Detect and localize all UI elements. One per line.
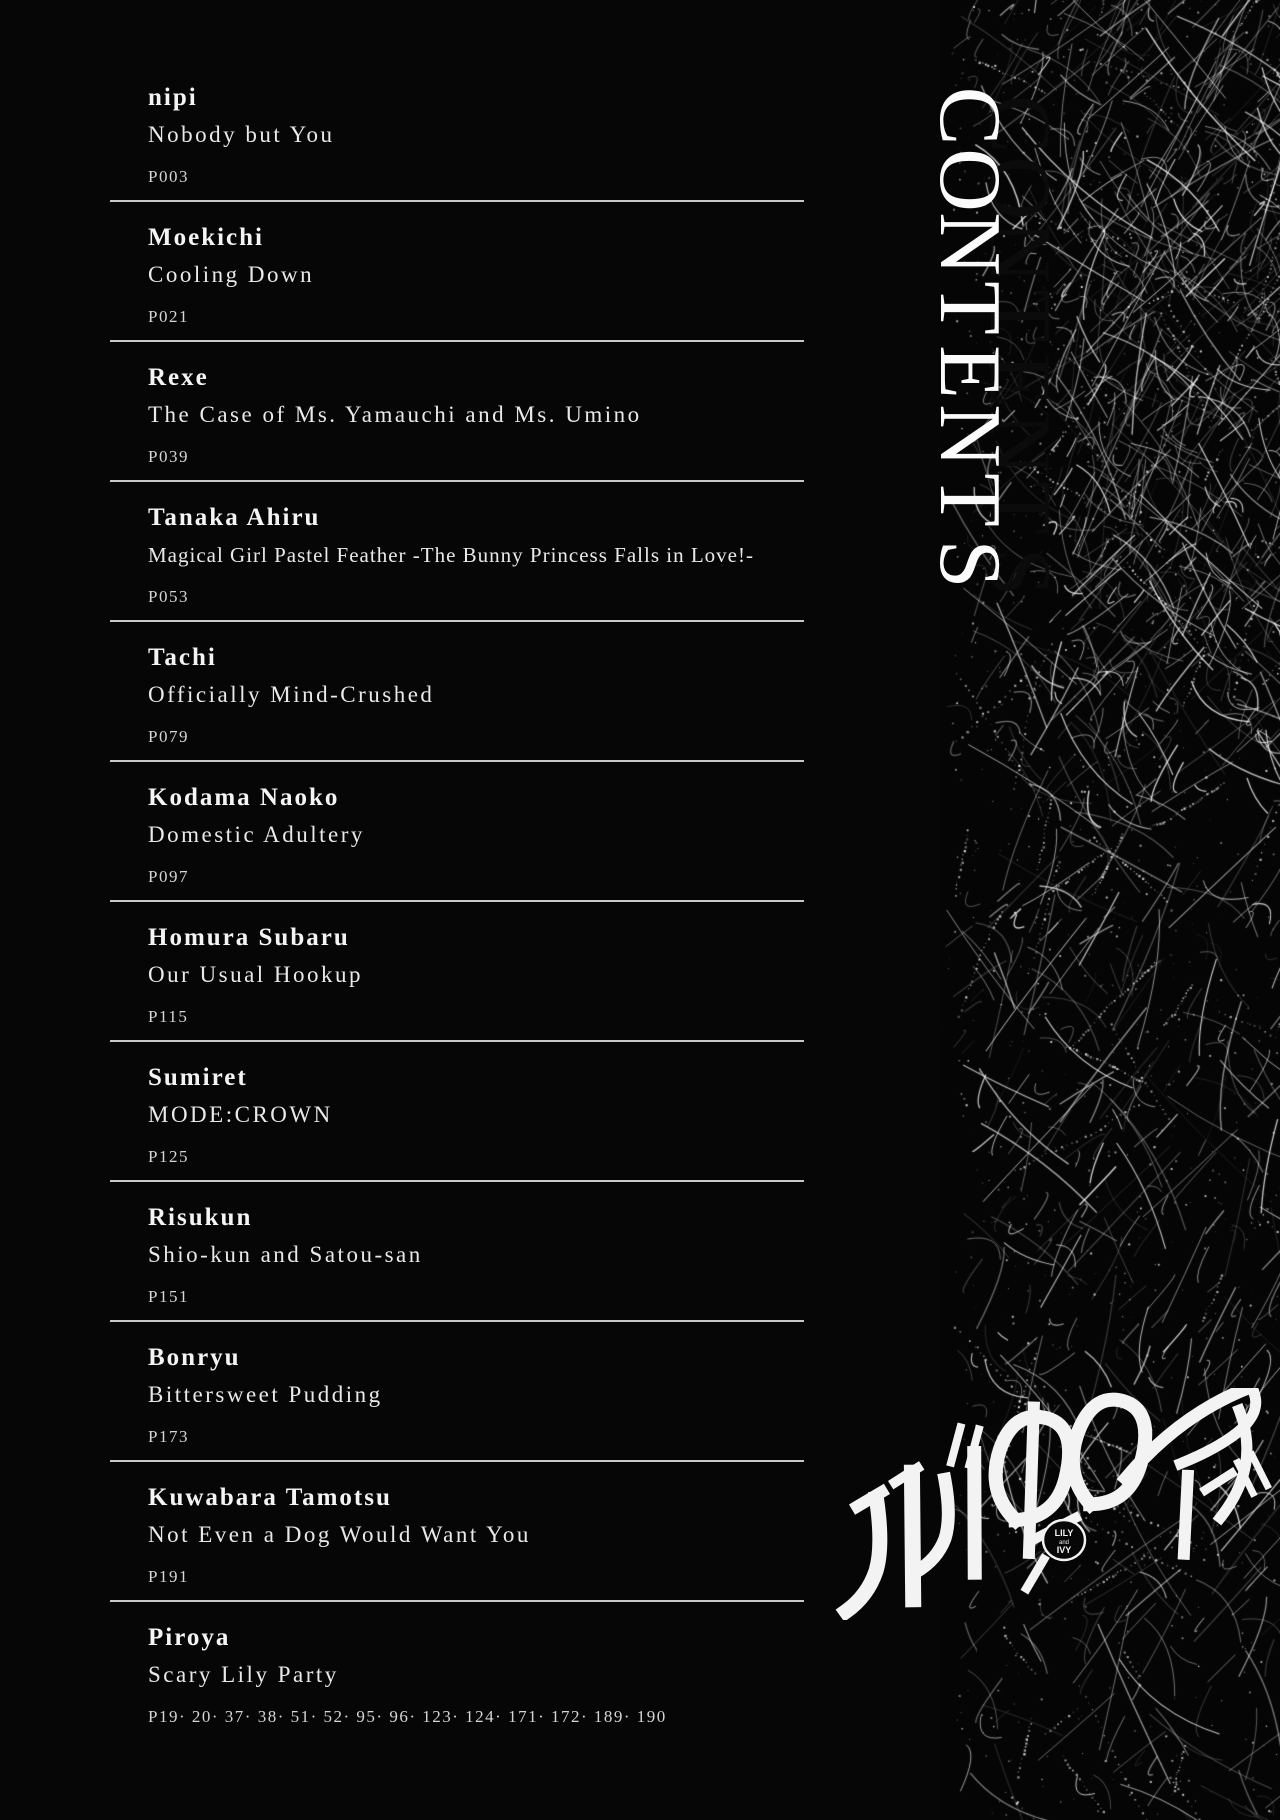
contents-letter: N <box>921 212 1018 276</box>
entry-title: Officially Mind-Crushed <box>148 682 435 707</box>
contents-letter: N <box>921 404 1018 468</box>
entry-pages: P191 <box>148 1567 189 1586</box>
toc-entry <box>110 762 804 902</box>
toc-entry <box>110 1462 804 1602</box>
entry-pages: P151 <box>148 1287 189 1306</box>
entry-pages: P125 <box>148 1147 189 1166</box>
entry-title: Nobody but You <box>148 122 335 147</box>
entry-pages: P003 <box>148 167 189 186</box>
entry-pages: P097 <box>148 867 189 886</box>
entry-author: nipi <box>148 84 198 111</box>
contents-letter: T <box>921 473 1018 527</box>
toc-entry <box>110 482 804 622</box>
entry-title: MODE:CROWN <box>148 1102 333 1127</box>
toc-entry <box>110 1182 804 1322</box>
entry-title: The Case of Ms. Yamauchi and Ms. Umino <box>148 402 642 427</box>
toc-entry <box>110 1042 804 1182</box>
contents-letter: O <box>921 148 1018 212</box>
contents-letter: T <box>921 281 1018 335</box>
entry-pages: P053 <box>148 587 189 606</box>
contents-letter: S <box>921 539 1018 589</box>
entry-author: Sumiret <box>148 1064 248 1091</box>
graffiti-strokes <box>828 1388 1276 1611</box>
entry-author: Moekichi <box>148 224 264 251</box>
toc-entry <box>110 342 804 482</box>
toc-entry <box>110 1322 804 1462</box>
entry-title: Scary Lily Party <box>148 1662 339 1687</box>
entry-title: Domestic Adultery <box>148 822 365 847</box>
lily-and-ivy-badge <box>1043 1520 1085 1560</box>
entry-pages: P021 <box>148 307 189 326</box>
entry-title: Cooling Down <box>148 262 315 287</box>
entry-author: Bonryu <box>148 1344 241 1371</box>
entry-title: Shio-kun and Satou-san <box>148 1242 423 1267</box>
toc-entry <box>110 62 804 202</box>
toc-entry <box>110 902 804 1042</box>
toc-entry <box>110 1602 804 1740</box>
toc-entry <box>110 622 804 762</box>
entry-pages: P173 <box>148 1427 189 1446</box>
entry-title: Not Even a Dog Would Want You <box>148 1522 531 1547</box>
toc-list <box>110 62 804 1740</box>
contents-vertical-title <box>921 84 1018 596</box>
entry-author: Risukun <box>148 1204 253 1231</box>
entry-pages: P039 <box>148 447 189 466</box>
entry-author: Tachi <box>148 644 217 671</box>
entry-author: Piroya <box>148 1624 231 1651</box>
badge-line2: and <box>1058 1540 1070 1546</box>
entry-title: Magical Girl Pastel Feather -The Bunny Princess Falls in Love!- <box>148 543 754 567</box>
contents-letter: E <box>921 345 1018 399</box>
badge-line3: IVY <box>1056 1545 1072 1555</box>
entry-pages: P19· 20· 37· 38· 51· 52· 95· 96· 123· 124· 171· 172· 189· 190 <box>148 1707 667 1726</box>
entry-pages: P115 <box>148 1007 189 1026</box>
entry-title: Our Usual Hookup <box>148 962 364 987</box>
entry-author: Rexe <box>148 364 209 391</box>
badge-line1: LILY <box>1054 1528 1074 1538</box>
entry-author: Kodama Naoko <box>148 784 340 811</box>
entry-author: Tanaka Ahiru <box>148 504 321 531</box>
entry-title: Bittersweet Pudding <box>148 1382 383 1407</box>
entry-author: Kuwabara Tamotsu <box>148 1484 392 1511</box>
entry-author: Homura Subaru <box>148 924 350 951</box>
contents-letter: C <box>921 86 1018 146</box>
toc-entry <box>110 202 804 342</box>
entry-pages: P079 <box>148 727 189 746</box>
graffiti-logo <box>828 1388 1280 1620</box>
